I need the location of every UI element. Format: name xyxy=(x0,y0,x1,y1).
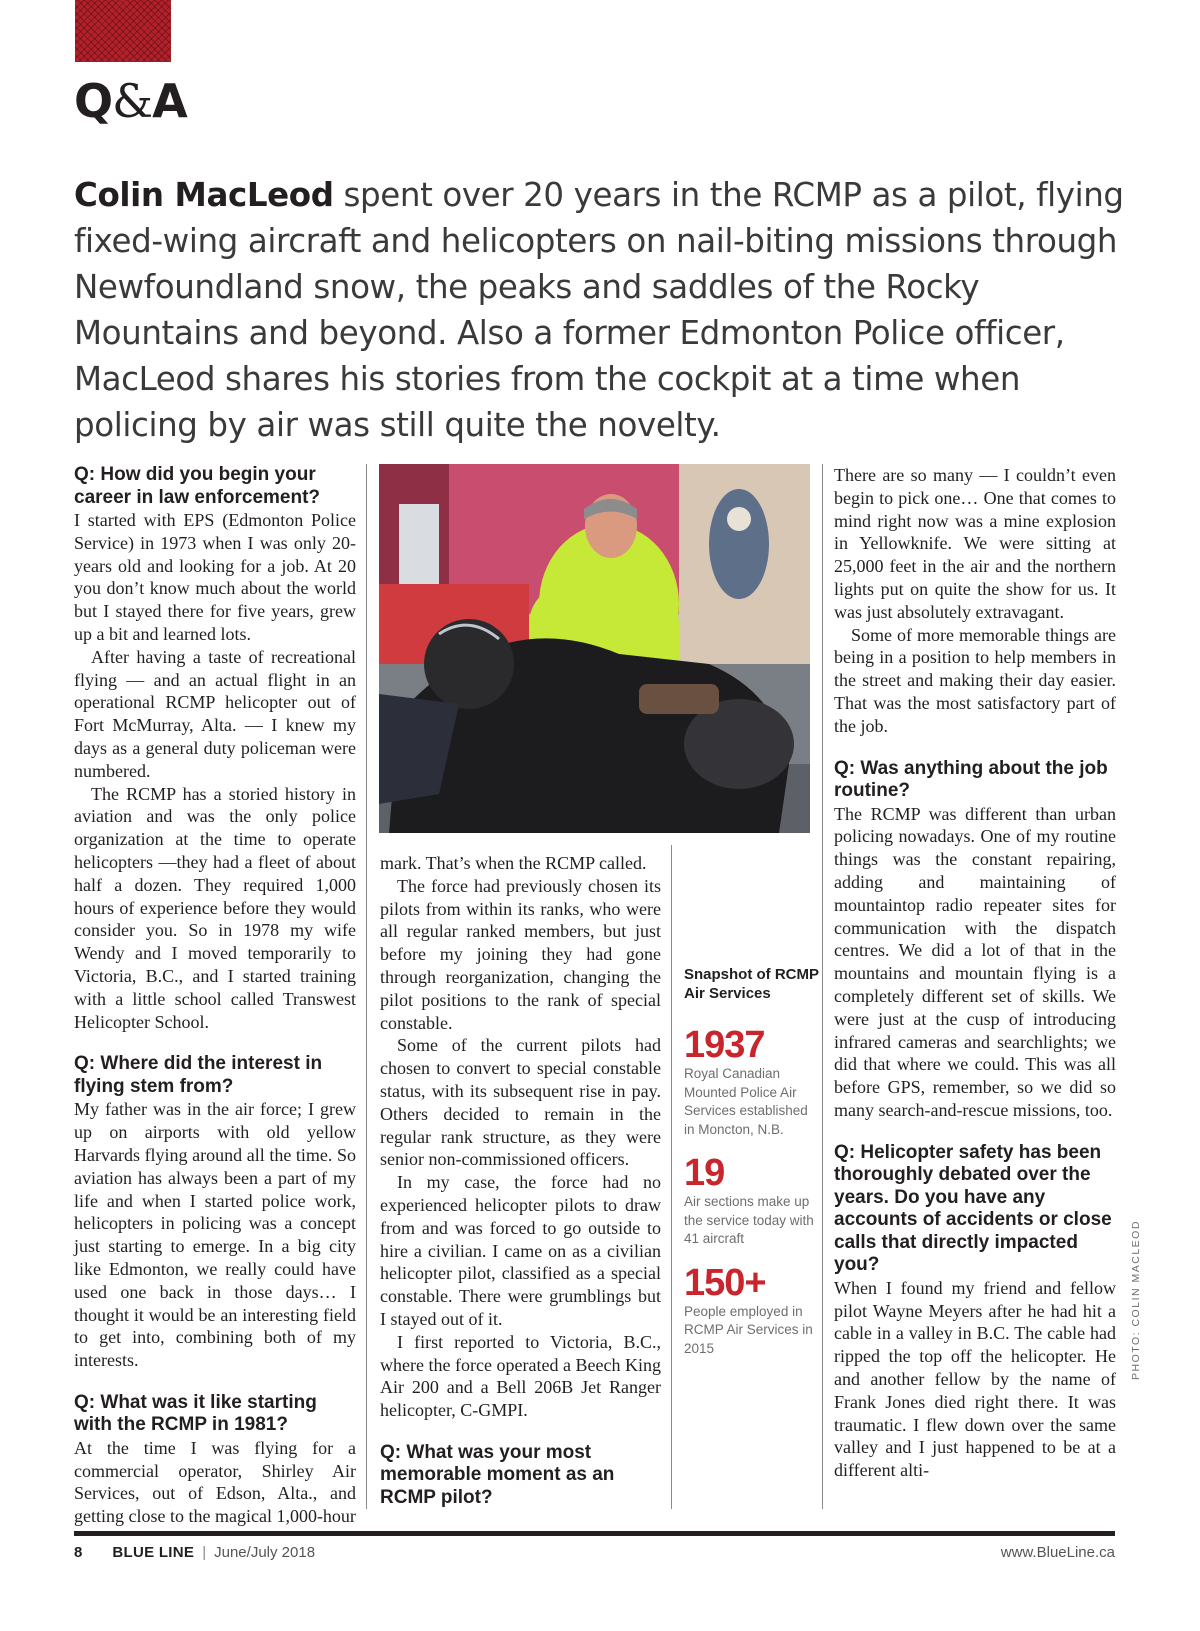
article-column-2 xyxy=(380,852,661,1509)
article-photo xyxy=(379,464,810,833)
article-column-1 xyxy=(74,464,356,1528)
paragraph: At the time I was flying for a commercial operator, Shirley Air Services, out of Edson, Alta., and getting close to the magical 1,000-hour xyxy=(74,1437,356,1527)
question-heading: Q: What was your most memorable moment as an RCMP pilot? xyxy=(380,1441,615,1508)
footer-separator: | xyxy=(202,1544,207,1561)
footer-rule xyxy=(74,1531,1115,1536)
question-heading: Q: What was it like starting with the RCMP in 1981? xyxy=(74,1391,317,1436)
snapshot-title: Snapshot of RCMP Air Services xyxy=(684,966,819,1002)
section-color-block xyxy=(75,0,171,62)
paragraph: Some of more memorable things are being in a position to help members in the street and making their day easier. That was the most satisfactory part of the job. xyxy=(834,624,1116,736)
website-link[interactable]: www.BlueLine.ca xyxy=(1000,1544,1115,1561)
paragraph: The RCMP was different than urban policing nowadays. One of my routine things was the constant repairing, adding and maintaining of mountaintop radio repeater sites for communication with the dispatch centres. We did a lot of that in the mountains and mountain flying is a completely different set of skills. We were just at the cusp of introducing infrared cameras and searchlights; we did that where we could. This was all before GPS, remember, so we did so many search-and-rescue missions, too. xyxy=(834,803,1116,1120)
question-heading: Q: Where did the interest in flying stem from? xyxy=(74,1053,323,1097)
paragraph: Some of the current pilots had chosen to convert to special constable status, with its subsequent rise in pay. Others decided to remain in the regular rank structure, as they were senior non-commissioned officers. xyxy=(380,1035,661,1170)
section-label: Q&A xyxy=(74,74,187,128)
page-footer xyxy=(74,1544,1115,1561)
stat-number: 1937 xyxy=(684,1024,765,1066)
paragraph: My father was in the air force; I grew up on airports with old yellow Harvards flying around all the time. So aviation has always been a part of my life and when I started police work, helicopters in policing was a concept just starting to emerge. In a big city like Edmonton, we really could have used one back in those days… I thought it would be an interesting field to get into, combining both of my interests. xyxy=(74,1099,356,1371)
column-divider xyxy=(671,845,672,1509)
stat-number: 19 xyxy=(684,1152,725,1194)
paragraph: When I found my friend and fellow pilot Wayne Meyers after he had hit a cable in a valley in B.C. The cable had ripped the top off the helicopter. He and another fellow by the name of Frank Jones died right there. It was traumatic. I flew down over the same valley and I just happened to be at a different alti- xyxy=(834,1277,1116,1481)
intro-name: Colin MacLeod xyxy=(74,176,334,214)
paragraph: After having a taste of recreational flying — and an actual flight in an operational RCMP helicopter out of Fort McMurray, Alta. — I knew my days as a general duty policeman were numbered. xyxy=(74,646,356,781)
stat-description: People employed in RCMP Air Services in 2015 xyxy=(684,1303,813,1356)
snapshot-sidebar xyxy=(684,965,820,1372)
article-column-4 xyxy=(834,464,1116,1482)
paragraph: There are so many — I couldn’t even begin to pick one… One that comes to mind right now was a mine explosion in Yellowknife. We were sitting at 25,000 feet in the air and the northern lights put on quite the show for us. It was just absolutely extravagant. xyxy=(834,465,1116,622)
question-heading: Q: How did you begin your career in law enforcement? xyxy=(74,464,321,508)
magazine-name: BLUE LINE xyxy=(112,1544,195,1561)
intro-deck xyxy=(74,172,1134,448)
paragraph: I started with EPS (Edmonton Police Service) in 1973 when I was only 20-years old and looking for a job. At 20 you don’t know much about the world but I stayed there for five years, grew up a bit and learned lots. xyxy=(74,510,356,644)
photo-credit: PHOTO: COLIN MACLEOD xyxy=(1130,1220,1142,1380)
stat-description: Air sections make up the service today with 41 aircraft xyxy=(684,1194,814,1246)
column-divider xyxy=(822,464,823,1509)
stat-description: Royal Canadian Mounted Police Air Services established in Moncton, N.B. xyxy=(684,1066,808,1137)
page-number: 8 xyxy=(74,1544,83,1561)
issue-date: June/July 2018 xyxy=(214,1544,316,1561)
intro-text: spent over 20 years in the RCMP as a pilot, flying fixed-wing aircraft and helicopters on nail-biting missions through Newfoundland snow, the peaks and saddles of the Rocky Mountains and beyond. Also a former Edmonton Police officer, MacLeod shares his stories from the cockpit at a time when policing by air was still quite the novelty. xyxy=(74,176,1124,444)
column-divider xyxy=(366,464,367,1509)
stat-number: 150+ xyxy=(684,1261,766,1304)
paragraph: The RCMP has a storied history in aviation and was the only police organization at the time to operate helicopters —they had a fleet of about half a dozen. They required 1,000 hours of experience before they would consider you. So in 1978 my wife Wendy and I moved temporarily to Victoria, B.C., and I started training with a little school called Transwest Helicopter School. xyxy=(74,783,356,1032)
question-heading: Q: Helicopter safety has been thoroughly debated over the years. Do you have any accounts of accidents or close calls that directly impacted you? xyxy=(834,1141,1112,1276)
paragraph: In my case, the force had no experienced helicopter pilots to draw from and was forced to go outside to hire a civilian. I came on as a civilian helicopter pilot, classified as a special constable. There were grumblings but I stayed out of it. xyxy=(380,1172,661,1329)
paragraph: The force had previously chosen its pilots from within its ranks, who were all regular ranked members, but just before my joining they had gone through reorganization, changing the pilot positions to the rank of special constable. xyxy=(380,875,661,1033)
man-on-motorcycle-photo xyxy=(379,464,810,833)
paragraph: I first reported to Victoria, B.C., where the force operated a Beech King Air 200 and a Bell 206B Jet Ranger helicopter, C-GMPI. xyxy=(380,1331,661,1421)
question-heading: Q: Was anything about the job routine? xyxy=(834,757,1108,802)
paragraph: mark. That’s when the RCMP called. xyxy=(380,853,647,873)
